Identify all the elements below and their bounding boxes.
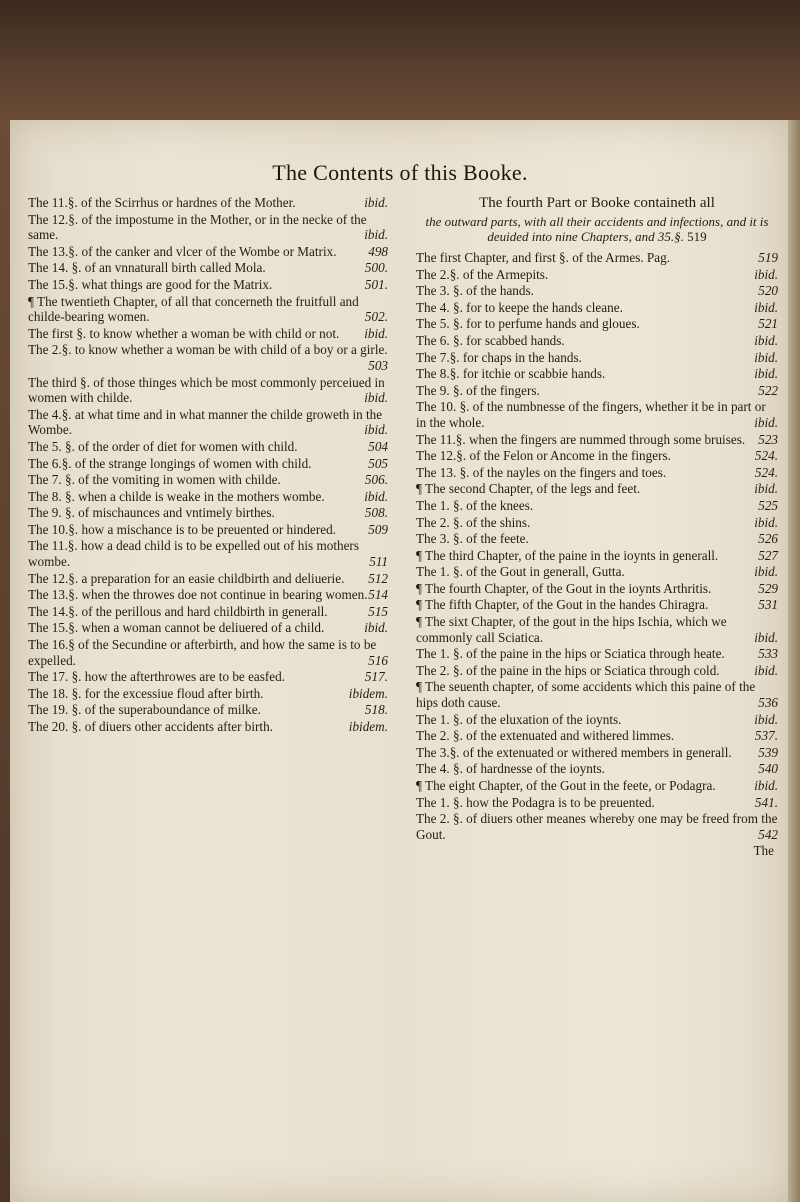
page-title: The Contents of this Booke. bbox=[272, 160, 528, 185]
toc-entry-text: The 20. §. of diuers other accidents after birth. bbox=[28, 719, 273, 734]
toc-entry-page-ref: 526 bbox=[758, 531, 778, 547]
toc-entry-text: The 2. §. of the shins. bbox=[416, 514, 531, 530]
toc-entry-text: The 2.§. of the Armepits. bbox=[416, 266, 549, 282]
toc-entry bbox=[28, 407, 388, 438]
toc-entry-text: The first Chapter, and first §. of the Armes. Pag. bbox=[416, 250, 671, 265]
toc-entry bbox=[416, 350, 778, 366]
toc-entry-text: The 11.§. when the fingers are nummed through some bruises. bbox=[416, 431, 746, 447]
toc-entry-page-ref: ibid. bbox=[754, 366, 778, 382]
toc-entry-text: The 18. §. for the excessiue floud after birth. bbox=[28, 685, 264, 701]
toc-entry-text: The 5. §. for to perfume hands and gloues. bbox=[416, 316, 640, 332]
toc-entry bbox=[28, 244, 388, 260]
toc-entry bbox=[416, 679, 778, 710]
toc-entry bbox=[416, 448, 778, 464]
toc-entry-page-ref: ibid. bbox=[754, 629, 778, 645]
toc-entry-page-ref: 503 bbox=[368, 357, 388, 373]
toc-entry-text: The 3. §. of the feete. bbox=[416, 531, 529, 547]
toc-entry bbox=[28, 294, 388, 325]
toc-entry-page-ref: ibidem. bbox=[348, 719, 388, 734]
toc-entry-page-ref: 522 bbox=[758, 382, 778, 398]
toc-entry-text: ¶ The eight Chapter, of the Gout in the feete, or Podagra. bbox=[416, 778, 716, 793]
toc-entry-text: ¶ The fourth Chapter, of the Gout in the ioynts Arthritis. bbox=[416, 580, 712, 596]
toc-entry bbox=[416, 267, 778, 283]
toc-entry-text: The third §. of those thinges which be most commonly perceiued in women with childe. bbox=[28, 374, 385, 406]
toc-entry-page-ref: 536 bbox=[758, 695, 778, 711]
toc-entry-page-ref: 524. bbox=[754, 448, 778, 464]
toc-entry-text: The 15.§. when a woman cannot be deliuered of a child. bbox=[28, 620, 325, 636]
toc-entry-page-ref: ibid. bbox=[754, 414, 778, 430]
toc-entry-text: The 4.§. at what time and in what manner the childe groweth in the Wombe. bbox=[28, 406, 383, 438]
toc-entry-text: The 1. §. of the eluxation of the ioynts. bbox=[416, 711, 622, 727]
section-subheading bbox=[416, 214, 778, 244]
toc-entry-page-ref: ibid. bbox=[754, 481, 778, 497]
toc-entry-page-ref: 521 bbox=[758, 316, 778, 332]
toc-entry-page-ref: 514 bbox=[368, 587, 388, 603]
toc-entry bbox=[28, 522, 388, 538]
right-entry-list bbox=[416, 250, 778, 842]
toc-entry bbox=[416, 811, 778, 842]
toc-entry bbox=[28, 195, 388, 211]
toc-entry-text: The 9. §. of mischaunces and vntimely birthes. bbox=[28, 505, 275, 521]
toc-entry-text: The 12.§. of the Felon or Ancome in the fingers. bbox=[416, 448, 671, 464]
toc-entry-page-ref: 520 bbox=[758, 283, 778, 299]
toc-entry-page-ref: ibidem. bbox=[348, 685, 388, 701]
toc-entry-text: The 1. §. of the paine in the hips or Sciatica through heate. bbox=[416, 646, 725, 662]
toc-entry-page-ref: 505 bbox=[368, 455, 388, 471]
toc-entry bbox=[28, 375, 388, 406]
toc-entry-text: The 13.§. when the throwes doe not continue in bearing women. bbox=[28, 587, 368, 603]
toc-entry bbox=[416, 481, 778, 497]
toc-entry bbox=[416, 548, 778, 564]
toc-entry-text: ¶ The twentieth Chapter, of all that concerneth the fruitfull and childe-bearing women. bbox=[28, 293, 359, 325]
toc-entry bbox=[28, 342, 388, 373]
toc-entry-text: The 9. §. of the fingers. bbox=[416, 382, 540, 398]
toc-entry bbox=[28, 686, 388, 702]
toc-entry-page-ref: ibid. bbox=[754, 778, 778, 793]
toc-entry-page-ref: 504 bbox=[368, 438, 388, 454]
toc-entry-text: The 3. §. of the hands. bbox=[416, 283, 534, 299]
toc-entry-page-ref: 515 bbox=[368, 603, 388, 619]
page-edge bbox=[788, 120, 800, 1202]
toc-entry-text: The 1. §. of the knees. bbox=[416, 497, 534, 513]
catchword: The bbox=[753, 843, 774, 859]
toc-entry-page-ref: ibid. bbox=[364, 227, 388, 243]
toc-entry-text: ¶ The second Chapter, of the legs and feet. bbox=[416, 481, 641, 497]
toc-entry-text: The 11.§. how a dead child is to be expelled out of his mothers wombe. bbox=[28, 538, 359, 570]
toc-entry-text: The 4. §. for to keepe the hands cleane. bbox=[416, 299, 623, 315]
toc-entry-page-ref: 506. bbox=[364, 472, 388, 488]
toc-entry-page-ref: 512 bbox=[368, 570, 388, 586]
toc-entry-text: The 3.§. of the extenuated or withered members in generall. bbox=[416, 744, 732, 760]
toc-entry bbox=[28, 571, 388, 587]
toc-entry-page-ref: ibid. bbox=[754, 299, 778, 315]
toc-entry bbox=[416, 745, 778, 761]
toc-entry bbox=[416, 300, 778, 316]
toc-entry-page-ref: 540 bbox=[758, 761, 778, 777]
toc-entry bbox=[416, 778, 778, 794]
toc-entry bbox=[28, 326, 388, 342]
toc-entry bbox=[416, 761, 778, 777]
toc-entry-text: The 6.§. of the strange longings of women with child. bbox=[28, 455, 312, 471]
toc-entry bbox=[416, 366, 778, 382]
toc-entry-page-ref: 525 bbox=[758, 497, 778, 513]
toc-entry-page-ref: 508. bbox=[364, 505, 388, 521]
toc-entry bbox=[416, 564, 778, 580]
toc-entry-text: The 12.§. of the impostume in the Mother, or in the necke of the same. bbox=[28, 211, 367, 243]
toc-entry-page-ref: 516 bbox=[368, 652, 388, 668]
toc-entry-page-ref: ibid. bbox=[754, 266, 778, 282]
toc-entry-text: The 13.§. of the canker and vlcer of the Wombe or Matrix. bbox=[28, 243, 337, 259]
toc-entry bbox=[28, 212, 388, 243]
toc-entry-page-ref: 542 bbox=[758, 826, 778, 842]
toc-entry-page-ref: 500. bbox=[364, 260, 388, 276]
toc-entry-text: The 10. §. of the numbnesse of the fingers, whether it be in part or in the whole. bbox=[416, 399, 766, 430]
section-subheading-text: the outward parts, with all their accidents and infections, and it is deuided into nine Chapters, and 35.§. bbox=[425, 214, 769, 244]
toc-entry bbox=[416, 432, 778, 448]
toc-entry bbox=[28, 669, 388, 685]
section-heading: The fourth Part or Booke containeth all bbox=[479, 195, 715, 211]
toc-entry-page-ref: 518. bbox=[364, 702, 388, 718]
toc-entry bbox=[416, 712, 778, 728]
toc-entry-page-ref: 517. bbox=[364, 669, 388, 685]
section-subheading-ref: 519 bbox=[687, 229, 707, 244]
toc-entry bbox=[28, 277, 388, 293]
toc-entry-page-ref: ibid. bbox=[364, 422, 388, 438]
toc-entry-page-ref: 537. bbox=[754, 728, 778, 744]
toc-entry-page-ref: 498 bbox=[368, 243, 388, 259]
toc-entry-text: The 2. §. of diuers other meanes whereby one may be freed from the Gout. bbox=[416, 811, 778, 842]
toc-entry-text: The 8.§. for itchie or scabbie hands. bbox=[416, 366, 606, 382]
toc-entry-page-ref: ibid. bbox=[364, 325, 388, 341]
toc-entry bbox=[28, 702, 388, 718]
toc-entry-page-ref: ibid. bbox=[754, 514, 778, 530]
toc-entry bbox=[416, 663, 778, 679]
toc-entry-text: The 12.§. a preparation for an easie childbirth and deliuerie. bbox=[28, 570, 345, 586]
toc-entry-page-ref: 529 bbox=[758, 580, 778, 596]
toc-entry bbox=[28, 620, 388, 636]
toc-entry-page-ref: 511 bbox=[369, 554, 388, 570]
toc-entry-text: The 17. §. how the afterthrowes are to be easfed. bbox=[28, 669, 286, 685]
toc-entry-text: The 14. §. of an vnnaturall birth called Mola. bbox=[28, 260, 266, 276]
toc-entry bbox=[416, 531, 778, 547]
toc-entry-text: The 6. §. for scabbed hands. bbox=[416, 332, 565, 348]
toc-entry-text: The 2. §. of the paine in the hips or Sciatica through cold. bbox=[416, 662, 720, 678]
toc-entry-page-ref: 539 bbox=[758, 744, 778, 760]
toc-entry-text: The 7.§. for chaps in the hands. bbox=[416, 349, 582, 365]
toc-entry-text: ¶ The third Chapter, of the paine in the ioynts in generall. bbox=[416, 547, 719, 563]
toc-entry bbox=[416, 316, 778, 332]
toc-entry-text: The 14.§. of the perillous and hard childbirth in generall. bbox=[28, 603, 328, 619]
toc-entry bbox=[28, 260, 388, 276]
toc-entry-page-ref: ibid. bbox=[364, 620, 388, 636]
toc-entry bbox=[416, 498, 778, 514]
toc-entry bbox=[416, 614, 778, 645]
toc-entry-page-ref: 523 bbox=[758, 431, 778, 447]
toc-entry-page-ref: 541. bbox=[754, 794, 778, 810]
toc-entry bbox=[416, 795, 778, 811]
toc-entry bbox=[28, 637, 388, 668]
toc-entry-text: The 8. §. when a childe is weake in the mothers wombe. bbox=[28, 488, 325, 504]
toc-entry-page-ref: ibid. bbox=[754, 662, 778, 678]
toc-entry bbox=[416, 283, 778, 299]
toc-entry bbox=[28, 489, 388, 505]
toc-entry bbox=[28, 472, 388, 488]
toc-entry-page-ref: 527 bbox=[758, 547, 778, 563]
toc-entry bbox=[28, 439, 388, 455]
toc-entry-page-ref: ibid. bbox=[754, 349, 778, 365]
toc-entry-text: The 13. §. of the nayles on the fingers and toes. bbox=[416, 464, 667, 480]
toc-entry bbox=[416, 728, 778, 744]
toc-entry-text: The 15.§. what things are good for the Matrix. bbox=[28, 276, 273, 292]
toc-entry-text: ¶ The fifth Chapter, of the Gout in the handes Chiragra. bbox=[416, 597, 709, 613]
toc-entry bbox=[28, 456, 388, 472]
toc-entry-text: The 10.§. how a mischance is to be preuented or hindered. bbox=[28, 521, 336, 537]
toc-entry bbox=[416, 597, 778, 613]
toc-entry-text: The 2. §. of the extenuated and withered limmes. bbox=[416, 728, 675, 744]
toc-entry bbox=[28, 587, 388, 603]
toc-entry bbox=[416, 399, 778, 430]
toc-entry bbox=[28, 719, 388, 735]
toc-entry-page-ref: ibid. bbox=[754, 332, 778, 348]
toc-entry-page-ref: ibid. bbox=[754, 564, 778, 580]
toc-entry-text: The 11.§. of the Scirrhus or hardnes of the Mother. bbox=[28, 195, 296, 210]
toc-entry-page-ref: ibid. bbox=[754, 711, 778, 727]
toc-entry bbox=[416, 333, 778, 349]
toc-entry-page-ref: 533 bbox=[758, 646, 778, 662]
toc-entry bbox=[28, 604, 388, 620]
toc-entry bbox=[28, 505, 388, 521]
toc-entry bbox=[416, 581, 778, 597]
toc-entry-page-ref: 501. bbox=[364, 276, 388, 292]
toc-entry-page-ref: 509 bbox=[368, 521, 388, 537]
toc-entry-page-ref: ibid. bbox=[364, 488, 388, 504]
toc-entry-page-ref: 531 bbox=[758, 597, 778, 613]
toc-entry bbox=[416, 250, 778, 266]
toc-entry-page-ref: 502. bbox=[364, 309, 388, 325]
toc-entry-text: The 1. §. of the Gout in generall, Gutta. bbox=[416, 564, 625, 580]
toc-entry bbox=[416, 383, 778, 399]
toc-entry-text: The 19. §. of the superaboundance of milke. bbox=[28, 702, 261, 718]
toc-entry bbox=[28, 538, 388, 569]
toc-entry-text: The 4. §. of hardnesse of the ioynts. bbox=[416, 761, 605, 777]
toc-entry-page-ref: ibid. bbox=[364, 390, 388, 406]
toc-entry-text: The 2.§. to know whether a woman be with child of a boy or a girle. bbox=[28, 342, 388, 358]
toc-entry bbox=[416, 465, 778, 481]
toc-entry-page-ref: 519 bbox=[758, 250, 778, 265]
left-column bbox=[28, 195, 388, 736]
toc-entry-text: The 5. §. of the order of diet for women with child. bbox=[28, 438, 298, 454]
toc-entry-page-ref: ibid. bbox=[364, 195, 388, 210]
right-column bbox=[416, 195, 778, 859]
toc-entry bbox=[416, 646, 778, 662]
toc-entry-text: The first §. to know whether a woman be with child or not. bbox=[28, 325, 340, 341]
toc-entry-text: The 1. §. how the Podagra is to be preuented. bbox=[416, 794, 655, 810]
toc-entry-page-ref: 524. bbox=[754, 464, 778, 480]
toc-entry-text: The 7. §. of the vomiting in women with childe. bbox=[28, 472, 281, 488]
toc-entry-text: The 16.§ of the Secundine or afterbirth, and how the same is to be expelled. bbox=[28, 637, 377, 668]
toc-entry-text: ¶ The sixt Chapter, of the gout in the hips Ischia, which we commonly call Sciatica. bbox=[416, 614, 727, 645]
toc-entry-text: ¶ The seuenth chapter, of some accidents which this paine of the hips doth cause. bbox=[416, 679, 756, 711]
toc-entry bbox=[416, 515, 778, 531]
